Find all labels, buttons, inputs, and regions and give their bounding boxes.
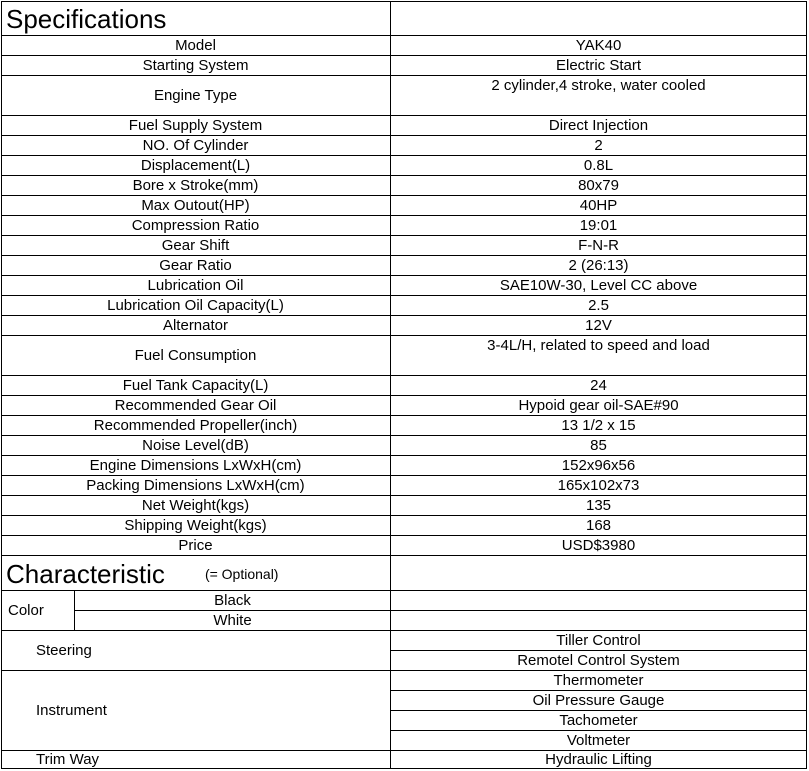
spec-label: Noise Level(dB) <box>142 436 249 454</box>
spec-value: 2 (26:13) <box>568 256 629 274</box>
spec-value: Hypoid gear oil-SAE#90 <box>518 396 679 414</box>
instrument-option: Oil Pressure Gauge <box>532 691 665 709</box>
trim-way-value: Hydraulic Lifting <box>545 751 652 768</box>
spec-label: Gear Ratio <box>159 256 232 274</box>
column-divider <box>390 555 391 769</box>
spec-value: 0.8L <box>583 156 614 174</box>
column-divider <box>390 1 391 555</box>
color-label: Color <box>8 601 44 619</box>
instrument-option: Thermometer <box>553 671 644 689</box>
characteristic-title <box>6 556 386 592</box>
steering-label: Steering <box>36 641 92 659</box>
spec-value: 168 <box>585 516 612 534</box>
spec-label: Shipping Weight(kgs) <box>124 516 267 534</box>
spec-label: Fuel Tank Capacity(L) <box>122 376 269 394</box>
spec-label: Engine Type <box>153 86 238 104</box>
spec-label: Displacement(L) <box>140 156 251 174</box>
specifications-title: Specifications <box>6 3 167 34</box>
row-divider <box>75 610 807 611</box>
instrument-option: Voltmeter <box>566 731 631 749</box>
spec-label: Bore x Stroke(mm) <box>132 176 259 194</box>
steering-option: Remotel Control System <box>517 651 680 669</box>
spec-label: Engine Dimensions LxWxH(cm) <box>89 456 302 474</box>
spec-value: 152x96x56 <box>561 456 636 474</box>
color-option-black: Black <box>214 591 251 609</box>
spec-value: 2.5 <box>588 296 609 314</box>
spec-label: Fuel Consumption <box>134 346 257 364</box>
spec-value: 80x79 <box>578 176 619 194</box>
row-divider <box>390 730 807 731</box>
spec-value: 85 <box>590 436 607 454</box>
spec-value: 13 1/2 x 15 <box>561 416 636 434</box>
spec-value: 135 <box>585 496 612 514</box>
row-divider <box>390 690 807 691</box>
spec-label: NO. Of Cylinder <box>142 136 249 154</box>
spec-value: YAK40 <box>575 36 622 54</box>
spec-value: Direct Injection <box>548 116 649 134</box>
spec-label: Model <box>175 36 216 54</box>
steering-option: Tiller Control <box>556 631 641 649</box>
spec-label: Price <box>178 536 213 554</box>
instrument-label: Instrument <box>36 701 107 719</box>
spec-label: Gear Shift <box>161 236 230 254</box>
spec-label: Recommended Gear Oil <box>114 396 277 414</box>
instrument-option: Tachometer <box>559 711 638 729</box>
spec-value: 2 cylinder,4 stroke, water cooled <box>491 77 706 94</box>
spec-label: Lubrication Oil Capacity(L) <box>107 296 284 314</box>
spec-label: Net Weight(kgs) <box>141 496 250 514</box>
trim-way-label: Trim Way <box>36 751 100 768</box>
spec-label: Fuel Supply System <box>128 116 263 134</box>
row-divider <box>390 650 807 651</box>
row-divider <box>390 710 807 711</box>
spec-label: Recommended Propeller(inch) <box>93 416 298 434</box>
spec-label: Max Outout(HP) <box>141 196 250 214</box>
spec-value: 2 <box>594 136 603 154</box>
characteristic-heading: Characteristic <box>6 559 165 589</box>
optional-note: (= Optional) <box>204 566 279 582</box>
spec-value: 165x102x73 <box>557 476 640 494</box>
column-divider <box>74 590 75 630</box>
spec-value: 40HP <box>579 196 618 214</box>
spec-label: Compression Ratio <box>131 216 260 234</box>
color-option-white: White <box>213 611 252 629</box>
spec-label: Lubrication Oil <box>147 276 244 294</box>
spec-label: Alternator <box>162 316 229 334</box>
spec-value: USD$3980 <box>561 536 636 554</box>
spec-value: Electric Start <box>555 56 642 74</box>
spec-value: F-N-R <box>578 236 619 254</box>
spec-value: 12V <box>585 316 612 334</box>
spec-value: 3-4L/H, related to speed and load <box>487 337 710 354</box>
spec-value: SAE10W-30, Level CC above <box>499 276 698 294</box>
spec-value: 19:01 <box>579 216 618 234</box>
spec-label: Starting System <box>142 56 249 74</box>
spec-label: Packing Dimensions LxWxH(cm) <box>86 476 305 494</box>
spec-value: 24 <box>590 376 607 394</box>
